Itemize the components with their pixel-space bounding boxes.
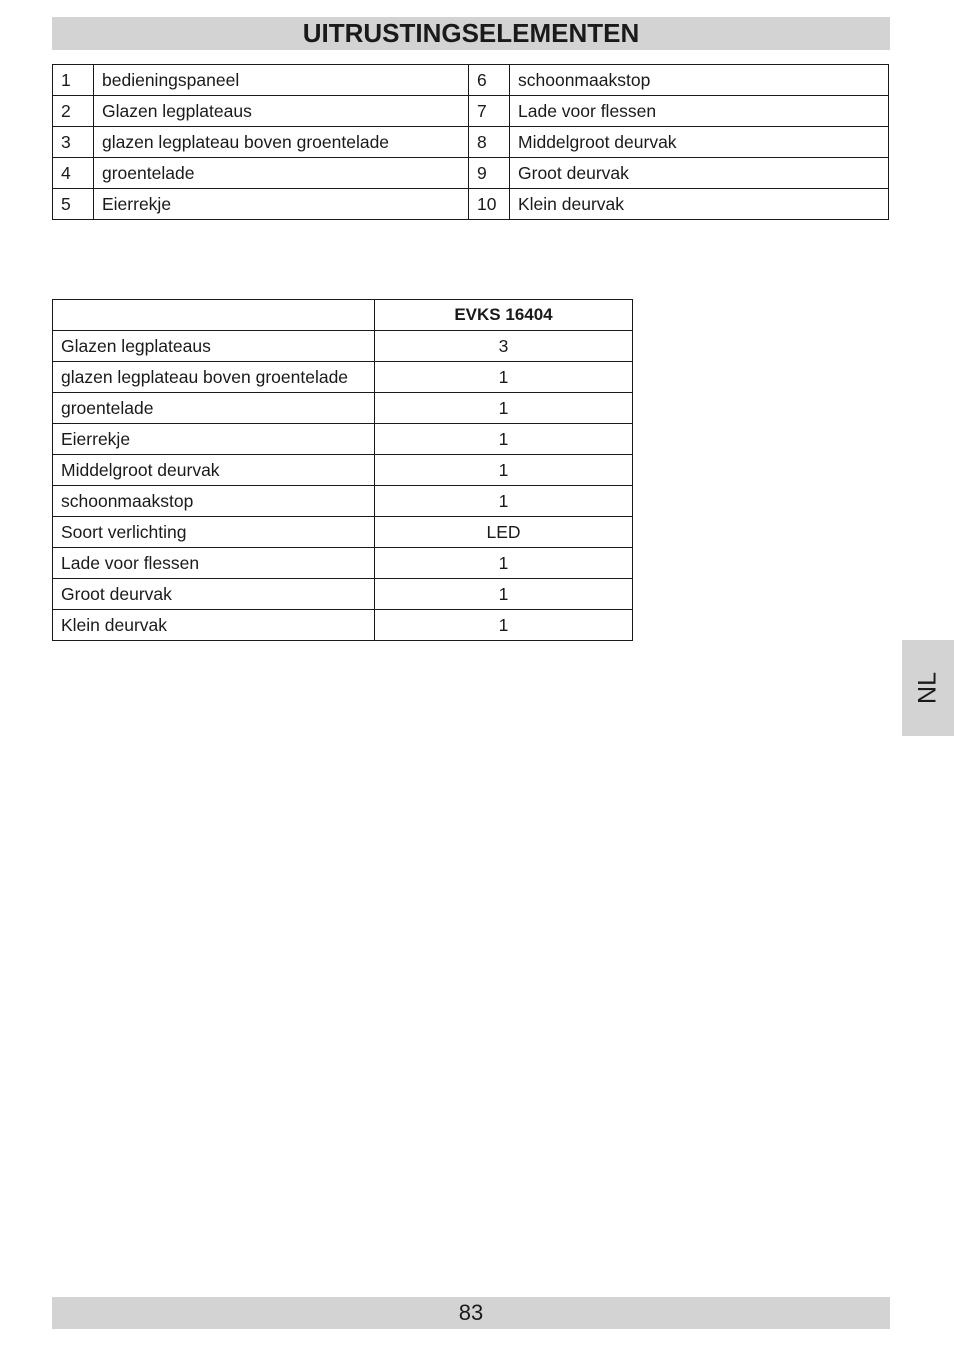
table-row xyxy=(53,579,633,610)
table-row xyxy=(53,486,633,517)
language-label: NL xyxy=(913,672,942,704)
language-tab xyxy=(902,640,954,736)
spec-name: Groot deurvak xyxy=(53,579,375,610)
spec-value: 1 xyxy=(375,548,633,579)
part-number: 9 xyxy=(469,158,510,189)
spec-value: 1 xyxy=(375,362,633,393)
part-number: 3 xyxy=(53,127,94,158)
table-row xyxy=(53,65,889,96)
spec-name: Glazen legplateaus xyxy=(53,331,375,362)
part-number: 1 xyxy=(53,65,94,96)
spec-value: 1 xyxy=(375,486,633,517)
spec-name: schoonmaakstop xyxy=(53,486,375,517)
part-label: bedieningspaneel xyxy=(94,65,469,96)
table-row xyxy=(53,517,633,548)
spec-name: Middelgroot deurvak xyxy=(53,455,375,486)
spec-name: Eierrekje xyxy=(53,424,375,455)
table-row xyxy=(53,455,633,486)
table-row xyxy=(53,127,889,158)
spec-name: glazen legplateau boven groentelade xyxy=(53,362,375,393)
table-row xyxy=(53,548,633,579)
spec-value: 1 xyxy=(375,424,633,455)
spec-value: 1 xyxy=(375,455,633,486)
part-number: 10 xyxy=(469,189,510,220)
spec-value: LED xyxy=(375,517,633,548)
part-label: glazen legplateau boven groentelade xyxy=(94,127,469,158)
part-label: Middelgroot deurvak xyxy=(510,127,889,158)
empty-header-cell xyxy=(53,300,375,331)
table-row xyxy=(53,158,889,189)
spec-value: 1 xyxy=(375,610,633,641)
spec-value: 1 xyxy=(375,393,633,424)
spec-name: Klein deurvak xyxy=(53,610,375,641)
table-header-row xyxy=(53,300,633,331)
table-row xyxy=(53,189,889,220)
part-number: 8 xyxy=(469,127,510,158)
part-number: 6 xyxy=(469,65,510,96)
part-number: 5 xyxy=(53,189,94,220)
part-number: 2 xyxy=(53,96,94,127)
table-row xyxy=(53,362,633,393)
spec-table xyxy=(52,299,633,641)
parts-table xyxy=(52,64,889,220)
part-number: 4 xyxy=(53,158,94,189)
part-label: groentelade xyxy=(94,158,469,189)
part-label: Groot deurvak xyxy=(510,158,889,189)
page-title: UITRUSTINGSELEMENTEN xyxy=(52,17,890,50)
part-label: Eierrekje xyxy=(94,189,469,220)
page-number: 83 xyxy=(52,1297,890,1329)
table-row xyxy=(53,424,633,455)
model-header: EVKS 16404 xyxy=(375,300,633,331)
table-row xyxy=(53,331,633,362)
part-label: Lade voor flessen xyxy=(510,96,889,127)
table-row xyxy=(53,96,889,127)
spec-name: Lade voor flessen xyxy=(53,548,375,579)
table-row xyxy=(53,393,633,424)
part-number: 7 xyxy=(469,96,510,127)
table-row xyxy=(53,610,633,641)
spec-value: 1 xyxy=(375,579,633,610)
part-label: Glazen legplateaus xyxy=(94,96,469,127)
spec-name: Soort verlichting xyxy=(53,517,375,548)
spec-name: groentelade xyxy=(53,393,375,424)
spec-value: 3 xyxy=(375,331,633,362)
part-label: Klein deurvak xyxy=(510,189,889,220)
part-label: schoonmaakstop xyxy=(510,65,889,96)
